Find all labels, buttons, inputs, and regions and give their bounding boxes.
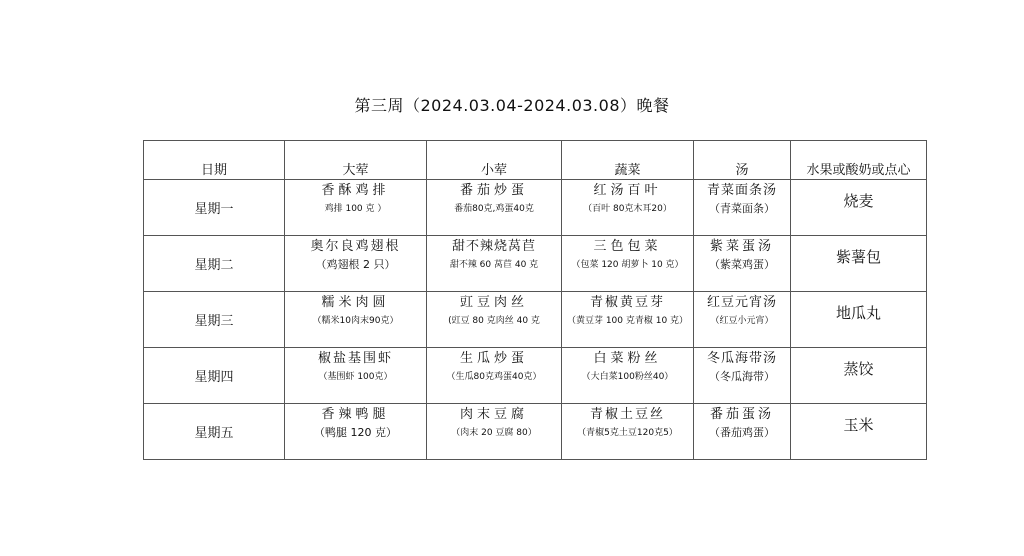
dish-name: 奥尔良鸡翅根 — [310, 239, 401, 254]
big-meat-cell — [285, 292, 427, 348]
dish-note: （黄豆芽 100 克青椒 10 克） — [566, 316, 689, 326]
table-row — [144, 404, 927, 460]
dish-name: 豇豆肉丝 — [459, 295, 528, 310]
dish-name: 紫菜蛋汤 — [709, 239, 774, 254]
dish-note: (豇豆 80 克肉丝 40 克 — [448, 316, 540, 326]
table-row — [144, 236, 927, 292]
dish-name: 生瓜炒蛋 — [459, 351, 528, 366]
vegetable-cell — [562, 292, 694, 348]
snack-cell — [791, 180, 927, 236]
dish-name: 青椒土豆丝 — [589, 407, 665, 422]
header-big-meat: 大荤 — [285, 141, 427, 180]
day-cell: 星期三 — [144, 292, 285, 348]
table-header-row — [144, 141, 927, 180]
small-meat-cell — [427, 348, 562, 404]
big-meat-cell — [285, 404, 427, 460]
dish-note: （百叶 80克木耳20） — [583, 204, 672, 214]
dish-note: 番茄80克,鸡蛋40克 — [454, 204, 534, 214]
header-small-meat: 小荤 — [427, 141, 562, 180]
dish-name: 红豆元宵汤 — [706, 295, 777, 310]
dish-name: 番茄炒蛋 — [459, 183, 528, 198]
menu-table — [143, 140, 927, 460]
dish-note: （糯米10肉末90克） — [312, 316, 399, 326]
table-row — [144, 348, 927, 404]
dish-name: 甜不辣烧莴苣 — [451, 239, 536, 254]
day-cell: 星期一 — [144, 180, 285, 236]
day-cell: 星期二 — [144, 236, 285, 292]
vegetable-cell — [562, 404, 694, 460]
dish-name: 香酥鸡排 — [321, 183, 390, 198]
dish-note: （青菜面条） — [709, 202, 775, 215]
snack-cell — [791, 348, 927, 404]
dish-note: （基围虾 100克） — [318, 372, 393, 382]
small-meat-cell — [427, 180, 562, 236]
dish-name: 青菜面条汤 — [706, 183, 777, 198]
dish-name: 香辣鸭腿 — [321, 407, 390, 422]
dish-note: （紫菜鸡蛋） — [709, 258, 775, 271]
dish-note: （番茄鸡蛋） — [709, 426, 775, 439]
dish-note: （鸭腿 120 克） — [314, 426, 397, 439]
dish-name: 三色包菜 — [593, 239, 662, 254]
big-meat-cell — [285, 348, 427, 404]
soup-cell — [694, 404, 791, 460]
vegetable-cell — [562, 236, 694, 292]
snack-cell — [791, 292, 927, 348]
snack-name: 紫薯包 — [835, 248, 881, 266]
header-vegetable: 蔬菜 — [562, 141, 694, 180]
dish-note: （生瓜80克鸡蛋40克） — [446, 372, 542, 382]
dish-note: （冬瓜海带） — [709, 370, 775, 383]
header-soup: 汤 — [694, 141, 791, 180]
soup-cell — [694, 236, 791, 292]
page-title: 第三周（2024.03.04-2024.03.08）晚餐 — [354, 96, 670, 115]
dish-note: （包菜 120 胡萝卜 10 克） — [571, 260, 684, 270]
small-meat-cell — [427, 236, 562, 292]
soup-cell — [694, 292, 791, 348]
small-meat-cell — [427, 404, 562, 460]
snack-name: 蒸饺 — [843, 360, 874, 378]
snack-name: 烧麦 — [843, 192, 874, 210]
big-meat-cell — [285, 236, 427, 292]
vegetable-cell — [562, 348, 694, 404]
header-date: 日期 — [144, 141, 285, 180]
dish-name: 冬瓜海带汤 — [706, 351, 777, 366]
day-cell: 星期四 — [144, 348, 285, 404]
soup-cell — [694, 348, 791, 404]
dish-note: （肉末 20 豆腐 80） — [451, 428, 537, 438]
snack-cell — [791, 404, 927, 460]
vegetable-cell — [562, 180, 694, 236]
dish-name: 糯米肉圆 — [321, 295, 390, 310]
small-meat-cell — [427, 292, 562, 348]
day-cell: 星期五 — [144, 404, 285, 460]
table-row — [144, 292, 927, 348]
snack-name: 玉米 — [843, 416, 874, 434]
dish-note: （大白菜100粉丝40） — [581, 372, 674, 382]
soup-cell — [694, 180, 791, 236]
dish-name: 青椒黄豆芽 — [589, 295, 665, 310]
dish-name: 红汤百叶 — [593, 183, 662, 198]
table-row — [144, 180, 927, 236]
big-meat-cell — [285, 180, 427, 236]
dish-note: （红豆小元宵） — [710, 316, 774, 326]
dish-name: 白菜粉丝 — [593, 351, 662, 366]
header-snack: 水果或酸奶或点心 — [791, 141, 927, 180]
dish-note: （鸡翅根 2 只） — [315, 258, 396, 271]
dish-note: 鸡排 100 克 ） — [324, 204, 387, 214]
snack-name: 地瓜丸 — [835, 304, 881, 322]
dish-name: 肉末豆腐 — [459, 407, 528, 422]
dish-note: （青椒5克土豆120克5） — [577, 428, 678, 438]
dish-name: 椒盐基围虾 — [317, 351, 393, 366]
dish-name: 番茄蛋汤 — [709, 407, 774, 422]
dish-note: 甜不辣 60 莴苣 40 克 — [449, 260, 539, 270]
snack-cell — [791, 236, 927, 292]
